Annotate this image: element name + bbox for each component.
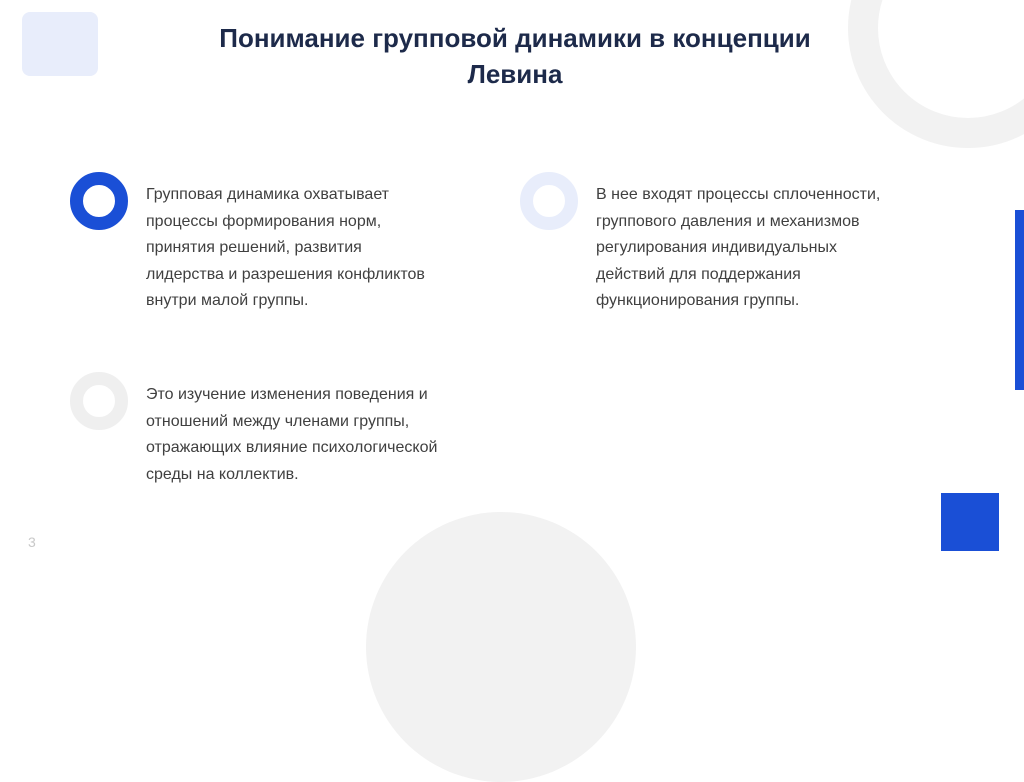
- ring-bullet-icon: [520, 172, 578, 230]
- point-text: [146, 382, 496, 488]
- point-line: регулирования индивидуальных: [596, 239, 837, 256]
- point-line: функционирования группы.: [596, 292, 800, 309]
- point-line: принятия решений, развития: [146, 239, 362, 256]
- point-line: отношений между членами группы,: [146, 412, 410, 430]
- decorative-square: [22, 12, 98, 76]
- point-line: отражающих влияние психологической: [146, 439, 438, 456]
- point-text: [596, 182, 936, 315]
- slide-title-line-1: Понимание групповой динамики в концепции: [219, 23, 811, 53]
- decorative-blue-square: [941, 493, 999, 551]
- point-line: Это изучение изменения поведения и: [146, 386, 428, 403]
- slide-title-line-2: Левина: [467, 59, 563, 89]
- ring-bullet-icon: [70, 372, 128, 430]
- point-line: группового давления и механизмов: [596, 212, 860, 230]
- point-line: внутри малой группы.: [146, 292, 309, 309]
- page-number: 3: [28, 534, 36, 550]
- point-line: лидерства и разрешения конфликтов: [146, 265, 425, 283]
- decorative-accent-bar: [1015, 210, 1024, 390]
- ring-bullet-icon: [70, 172, 128, 230]
- point-line: действий для поддержания: [596, 265, 801, 283]
- point-line: Групповая динамика охватывает: [146, 186, 390, 203]
- point-line: В нее входят процессы сплоченности,: [596, 186, 881, 203]
- slide-title: [130, 20, 900, 92]
- decorative-circle: [366, 512, 636, 782]
- point-line: среды на коллектив.: [146, 465, 299, 483]
- point-line: процессы формирования норм,: [146, 212, 382, 230]
- point-text: [146, 182, 486, 315]
